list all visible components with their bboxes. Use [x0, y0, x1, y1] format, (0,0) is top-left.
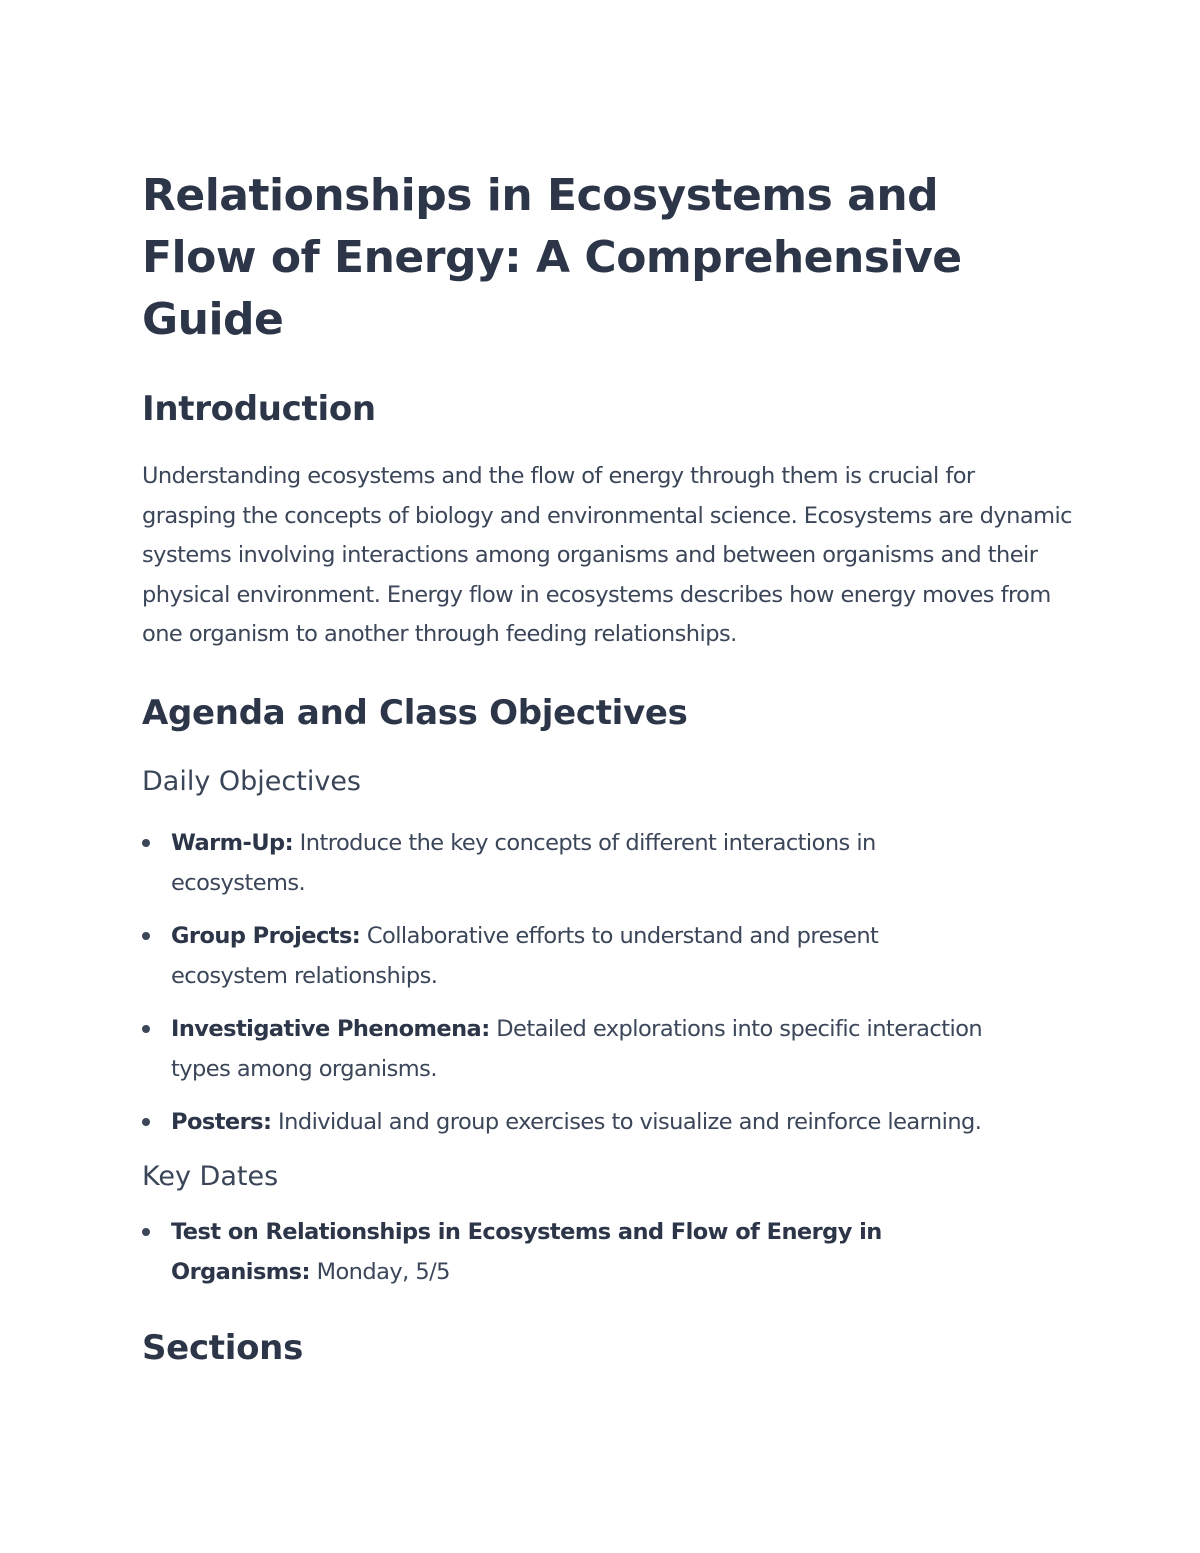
- item-term: Investigative Phenomena: [171, 1015, 482, 1042]
- list-item-test-date: [142, 1212, 1001, 1292]
- item-text: Individual and group exercises to visualize and reinforce learning.: [271, 1108, 982, 1135]
- daily-objectives-heading: Daily Objectives: [142, 765, 361, 797]
- item-text: Detailed explorations into specific interaction types among organisms.: [171, 1015, 983, 1082]
- item-separator: :: [263, 1108, 272, 1135]
- item-separator: :: [481, 1015, 490, 1042]
- sections-heading: Sections: [142, 1327, 304, 1368]
- item-term: Test on Relationships in Ecosystems and Flow of Energy in Organisms: [171, 1218, 882, 1285]
- item-term: Warm-Up: [171, 829, 285, 856]
- daily-objectives-list: [142, 823, 1060, 1142]
- document-title: Relationships in Ecosystems and Flow of Energy: A Comprehensive Guide: [142, 170, 962, 345]
- item-separator: :: [351, 922, 361, 949]
- bullet-icon: [142, 839, 150, 847]
- key-dates-list: [142, 1212, 1060, 1292]
- bullet-icon: [142, 1025, 150, 1033]
- item-text: Introduce the key concepts of different interactions in ecosystems.: [171, 829, 876, 896]
- item-separator: :: [284, 829, 294, 856]
- agenda-heading: Agenda and Class Objectives: [142, 692, 688, 733]
- introduction-paragraph: Understanding ecosystems and the flow of energy through them is crucial for grasping the concepts of biology and environmental science. Ecosystems are dynamic systems involving interactions among organisms and between organisms and their physical environment. Energy flow in ecosystems describes how energy moves from one organism to another through feeding relationships.: [142, 463, 1072, 647]
- item-text: Collaborative efforts to understand and present ecosystem relationships.: [171, 922, 879, 989]
- list-item-investigative-phenomena: [142, 1009, 1001, 1089]
- bullet-icon: [142, 1228, 150, 1236]
- introduction-heading: Introduction: [142, 389, 376, 429]
- item-text: Monday, 5/5: [309, 1258, 450, 1285]
- item-term: Group Projects: [171, 922, 352, 949]
- item-term: Posters: [171, 1108, 263, 1135]
- list-item-group-projects: [142, 916, 1001, 996]
- bullet-icon: [142, 932, 150, 940]
- list-item-warm-up: [142, 823, 1001, 903]
- bullet-icon: [142, 1118, 150, 1126]
- key-dates-heading: Key Dates: [142, 1160, 279, 1192]
- item-separator: :: [301, 1258, 310, 1285]
- list-item-posters: [142, 1102, 1001, 1142]
